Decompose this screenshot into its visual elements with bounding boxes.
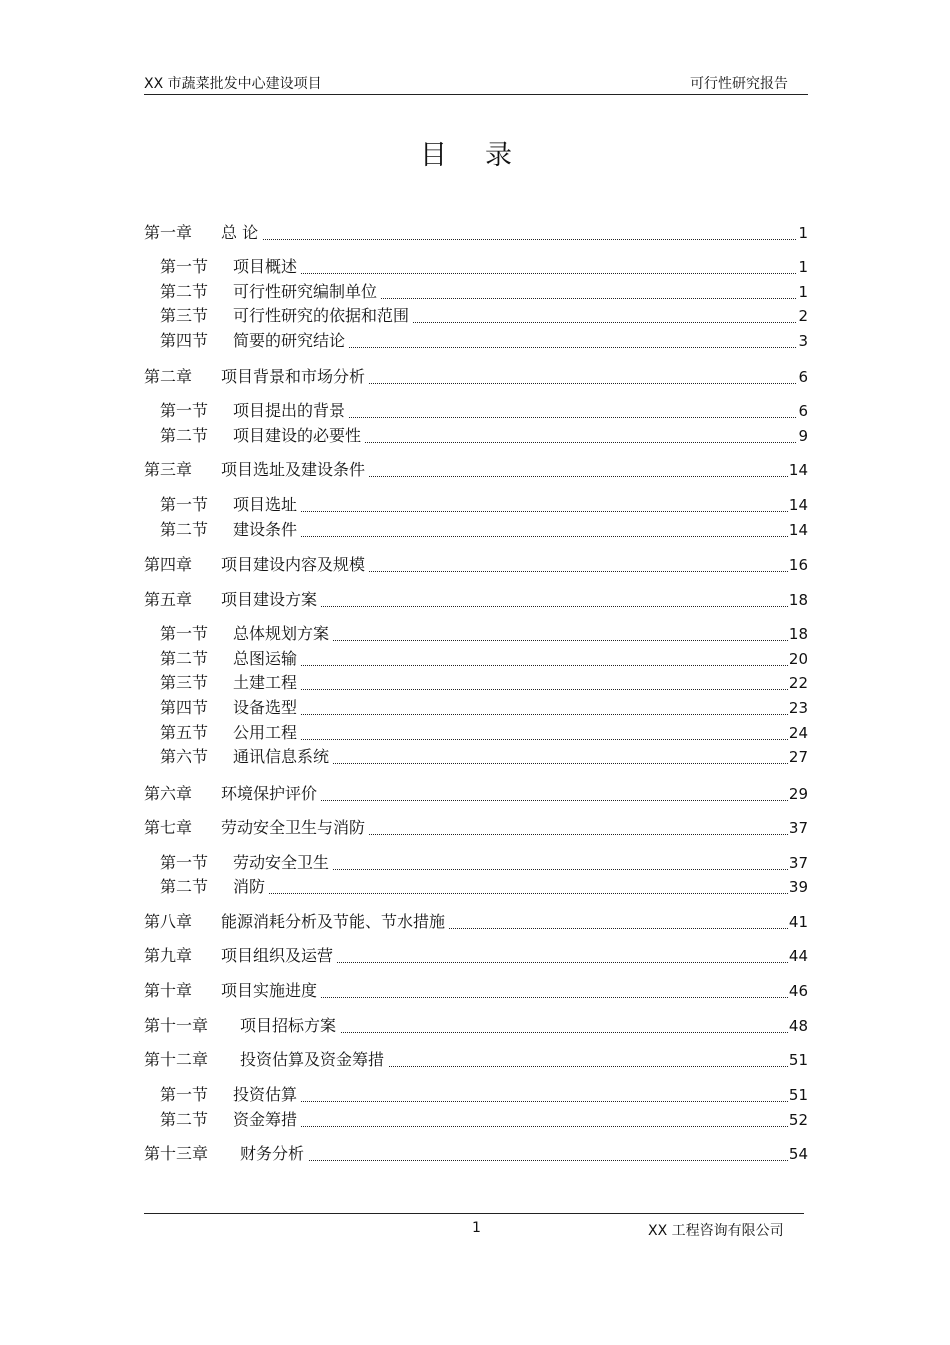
toc-title: 总 论 <box>221 222 262 244</box>
toc-number: 第三章 <box>144 460 193 479</box>
toc-number: 第六章 <box>144 784 193 803</box>
toc-page-number: 1 <box>798 224 808 242</box>
toc-number: 第三节 <box>160 673 209 692</box>
header-project-title: XX 市蔬菜批发中心建设项目 <box>144 76 322 92</box>
toc-leader-dots <box>233 717 808 740</box>
toc-title: 消防 <box>233 876 269 898</box>
toc-title: 通讯信息系统 <box>233 746 333 768</box>
toc-title: 土建工程 <box>233 672 301 694</box>
toc-page-number: 20 <box>788 650 808 668</box>
toc-title: 环境保护评价 <box>221 783 321 805</box>
toc-title: 简要的研究结论 <box>233 330 349 352</box>
toc-page-number: 22 <box>788 674 808 692</box>
toc-section-entry[interactable] <box>160 746 816 768</box>
toc-title: 设备选型 <box>233 697 301 719</box>
toc-page-number: 39 <box>788 878 808 896</box>
toc-chapter-entry[interactable] <box>144 1015 816 1037</box>
toc-number: 第四节 <box>160 698 209 717</box>
toc-section-entry[interactable] <box>160 494 816 516</box>
toc-page-number: 24 <box>788 724 808 742</box>
toc-title: 资金筹措 <box>233 1109 301 1131</box>
toc-chapter-entry[interactable] <box>144 980 816 1002</box>
toc-number: 第一节 <box>160 257 209 276</box>
toc-page-number: 52 <box>788 1111 808 1129</box>
toc-number: 第九章 <box>144 946 193 965</box>
toc-number: 第二节 <box>160 877 209 896</box>
footer-divider <box>144 1213 804 1214</box>
toc-number: 第一节 <box>160 495 209 514</box>
toc-page-number: 18 <box>788 625 808 643</box>
toc-page-number: 3 <box>798 332 808 350</box>
toc-section-entry[interactable] <box>160 1109 816 1131</box>
toc-number: 第二节 <box>160 282 209 301</box>
toc-number: 第十一章 <box>144 1016 209 1035</box>
toc-number: 第四节 <box>160 331 209 350</box>
toc-number: 第六节 <box>160 747 209 766</box>
toc-title: 可行性研究编制单位 <box>233 281 381 303</box>
toc-leader-dots <box>233 514 808 537</box>
toc-leader-dots <box>233 643 808 666</box>
toc-title: 项目提出的背景 <box>233 400 349 422</box>
toc-number: 第二节 <box>160 520 209 539</box>
toc-page-number: 37 <box>788 854 808 872</box>
toc-page-number: 51 <box>788 1051 808 1069</box>
toc-title: 投资估算 <box>233 1084 301 1106</box>
toc-page-number: 2 <box>798 307 808 325</box>
toc-page-number: 14 <box>788 521 808 539</box>
toc-page-number: 27 <box>788 748 808 766</box>
toc-page-number: 6 <box>798 402 808 420</box>
toc-chapter-entry[interactable] <box>144 911 816 933</box>
toc-page-number: 44 <box>788 947 808 965</box>
toc-page-number: 46 <box>788 982 808 1000</box>
toc-leader-dots <box>233 871 808 894</box>
toc-title: 项目招标方案 <box>240 1015 340 1037</box>
toc-title: 财务分析 <box>240 1143 308 1165</box>
toc-section-entry[interactable] <box>160 1084 816 1106</box>
toc-number: 第十三章 <box>144 1144 209 1163</box>
toc-number: 第二节 <box>160 649 209 668</box>
toc-number: 第三节 <box>160 306 209 325</box>
toc-title: 可行性研究的依据和范围 <box>233 305 413 327</box>
toc-section-entry[interactable] <box>160 400 816 422</box>
toc-title: 总体规划方案 <box>233 623 333 645</box>
toc-title: 项目选址及建设条件 <box>221 459 369 481</box>
toc-page-number: 14 <box>788 461 808 479</box>
toc-title: 项目背景和市场分析 <box>221 366 369 388</box>
toc-number: 第四章 <box>144 555 193 574</box>
toc-number: 第一节 <box>160 853 209 872</box>
toc-chapter-entry[interactable] <box>144 589 816 611</box>
toc-page-number: 6 <box>798 368 808 386</box>
toc-title: 劳动安全卫生与消防 <box>221 817 369 839</box>
toc-leader-dots <box>233 1104 808 1127</box>
toc-chapter-entry[interactable] <box>144 783 816 805</box>
toc-section-entry[interactable] <box>160 672 816 694</box>
toc-title: 项目组织及运营 <box>221 945 337 967</box>
toc-page-number: 41 <box>788 913 808 931</box>
toc-section-entry[interactable] <box>160 876 816 898</box>
toc-chapter-entry[interactable] <box>144 1049 816 1071</box>
toc-chapter-entry[interactable] <box>144 1143 816 1165</box>
toc-number: 第八章 <box>144 912 193 931</box>
toc-number: 第二章 <box>144 367 193 386</box>
toc-section-entry[interactable] <box>160 425 816 447</box>
footer-page-number: 1 <box>472 1220 481 1236</box>
toc-leader-dots <box>233 692 808 715</box>
toc-section-entry[interactable] <box>160 330 816 352</box>
toc-page-number: 54 <box>788 1145 808 1163</box>
toc-leader-dots <box>221 217 808 240</box>
toc-chapter-entry[interactable] <box>144 554 816 576</box>
toc-page-number: 18 <box>788 591 808 609</box>
toc-title: 项目实施进度 <box>221 980 321 1002</box>
toc-title: 建设条件 <box>233 519 301 541</box>
toc-page-number: 48 <box>788 1017 808 1035</box>
toc-title: 项目建设方案 <box>221 589 321 611</box>
toc-title: 能源消耗分析及节能、节水措施 <box>221 911 449 933</box>
toc-section-entry[interactable] <box>160 256 816 278</box>
toc-number: 第一节 <box>160 624 209 643</box>
toc-chapter-entry[interactable] <box>144 459 816 481</box>
toc-page-number: 16 <box>788 556 808 574</box>
toc-page-number: 1 <box>798 283 808 301</box>
toc-chapter-entry[interactable] <box>144 945 816 967</box>
toc-leader-dots <box>233 251 808 274</box>
toc-title: 总图运输 <box>233 648 301 670</box>
header-document-type: 可行性研究报告 <box>690 76 788 92</box>
toc-title: 项目建设的必要性 <box>233 425 365 447</box>
toc-title: 公用工程 <box>233 722 301 744</box>
toc-leader-dots <box>233 667 808 690</box>
toc-number: 第二节 <box>160 426 209 445</box>
toc-number: 第五章 <box>144 590 193 609</box>
toc-section-entry[interactable] <box>160 623 816 645</box>
toc-page-number: 23 <box>788 699 808 717</box>
toc-number: 第十章 <box>144 981 193 1000</box>
toc-chapter-entry[interactable] <box>144 817 816 839</box>
toc-page-number: 14 <box>788 496 808 514</box>
toc-title: 项目建设内容及规模 <box>221 554 369 576</box>
toc-number: 第一节 <box>160 1085 209 1104</box>
toc-page-number: 37 <box>788 819 808 837</box>
toc-title: 项目选址 <box>233 494 301 516</box>
toc-number: 第七章 <box>144 818 193 837</box>
toc-leader-dots <box>240 1138 808 1161</box>
toc-title: 项目概述 <box>233 256 301 278</box>
toc-number: 第一节 <box>160 401 209 420</box>
toc-leader-dots <box>233 489 808 512</box>
toc-page-number: 29 <box>788 785 808 803</box>
toc-title: 劳动安全卫生 <box>233 852 333 874</box>
footer-company: XX 工程咨询有限公司 <box>648 1223 784 1239</box>
toc-title: 投资估算及资金筹措 <box>240 1049 388 1071</box>
toc-section-entry[interactable] <box>160 697 816 719</box>
toc-page-number: 9 <box>798 427 808 445</box>
toc-number: 第二节 <box>160 1110 209 1129</box>
page-title: 目录 <box>420 140 550 171</box>
toc-number: 第一章 <box>144 223 193 242</box>
toc-chapter-entry[interactable] <box>144 366 816 388</box>
toc-number: 第五节 <box>160 723 209 742</box>
toc-section-entry[interactable] <box>160 519 816 541</box>
toc-leader-dots <box>233 1079 808 1102</box>
toc-chapter-entry[interactable] <box>144 222 816 244</box>
toc-page-number: 1 <box>798 258 808 276</box>
toc-number: 第十二章 <box>144 1050 209 1069</box>
toc-page-number: 51 <box>788 1086 808 1104</box>
page-header <box>144 72 808 95</box>
toc-section-entry[interactable] <box>160 305 816 327</box>
